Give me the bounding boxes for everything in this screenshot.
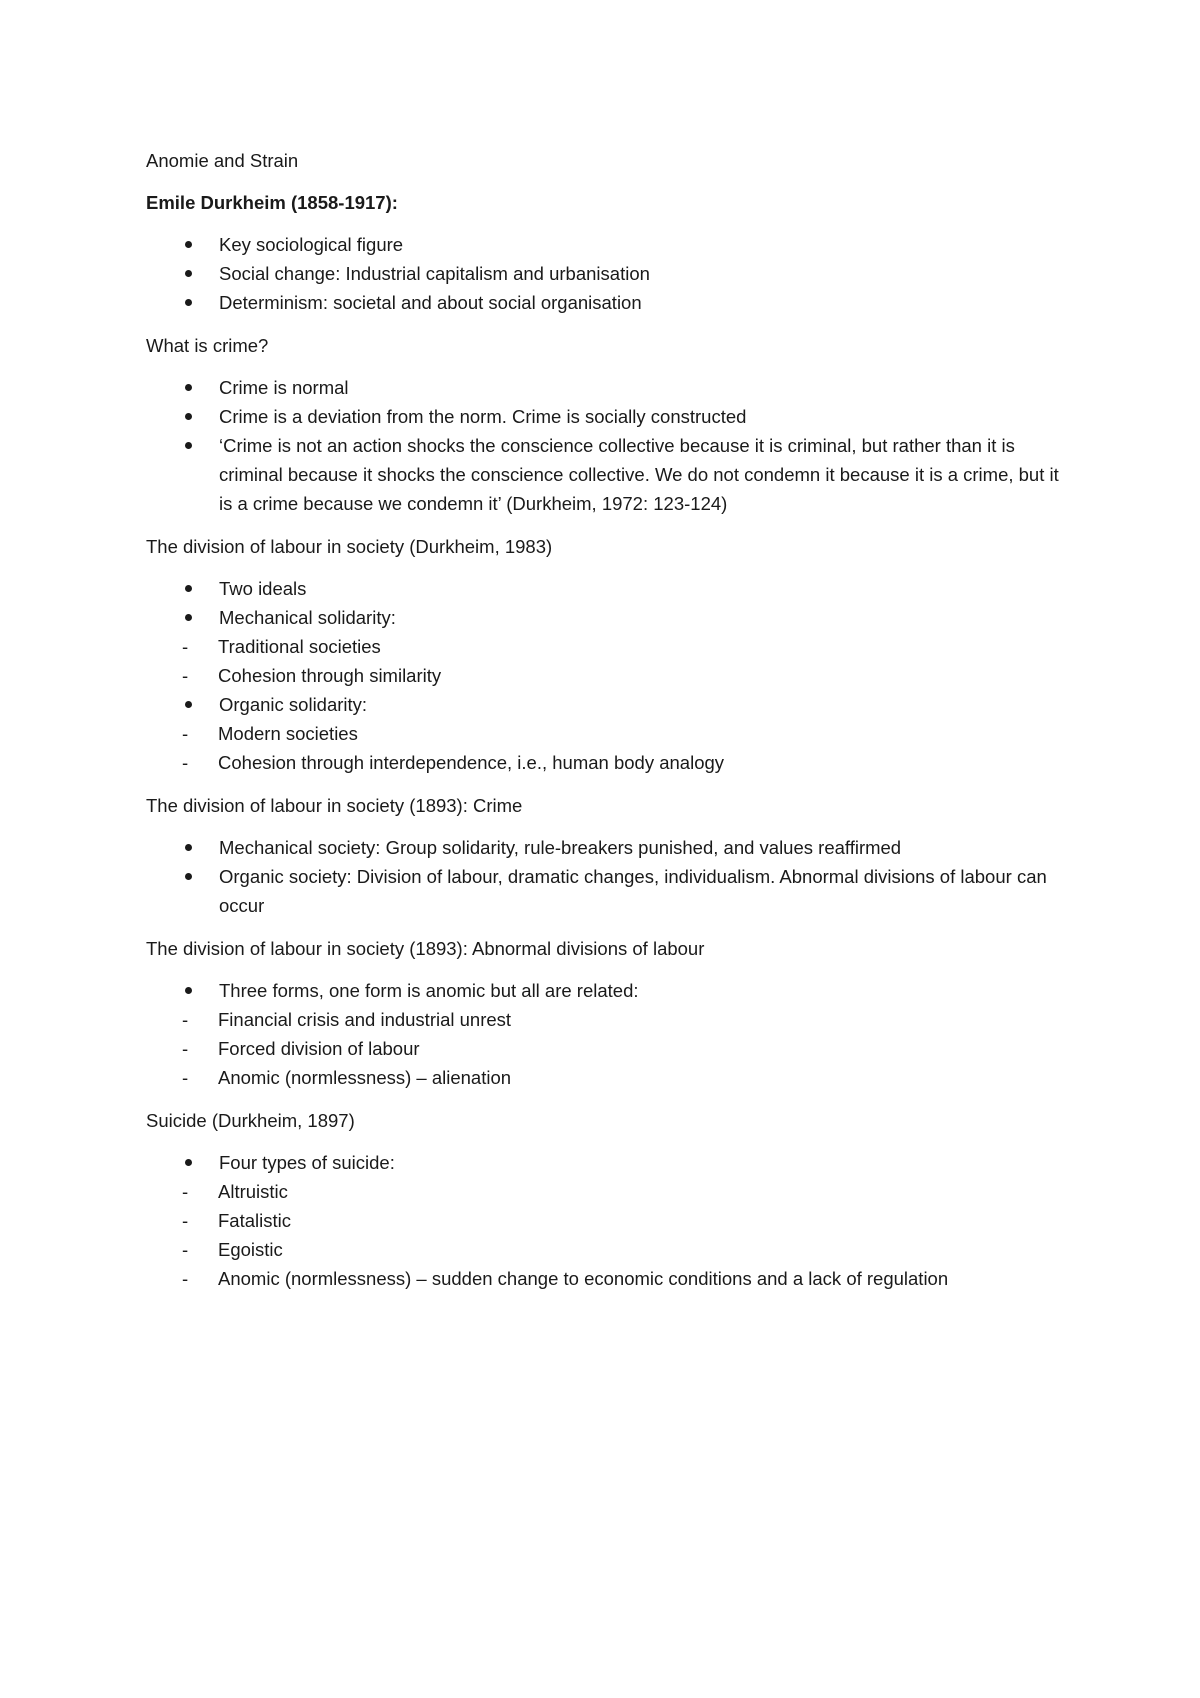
dash-item: - Anomic (normlessness) – sudden change to economic conditions and a lack of regulation bbox=[182, 1264, 1076, 1293]
bullet-item bbox=[146, 373, 1076, 402]
dash-list bbox=[182, 1005, 1076, 1092]
bullet-text: Key sociological figure bbox=[219, 234, 404, 255]
document-body bbox=[146, 146, 1076, 1307]
bullet-text: Social change: Industrial capitalism and urbanisation bbox=[219, 263, 650, 284]
bullet-item bbox=[146, 230, 1076, 259]
dash-item: - Modern societies bbox=[182, 719, 1076, 748]
section-heading: The division of labour in society (1893): Crime bbox=[146, 795, 523, 816]
bullet-text: Two ideals bbox=[219, 578, 307, 599]
section-heading: Emile Durkheim (1858-1917): bbox=[146, 192, 398, 213]
bullet-item bbox=[146, 402, 1076, 431]
dash-item: - Traditional societies bbox=[182, 632, 1076, 661]
section-heading: The division of labour in society (1893): Abnormal divisions of labour bbox=[146, 938, 705, 959]
bullet-item bbox=[146, 1148, 1076, 1293]
bullet-text: Crime is normal bbox=[219, 377, 349, 398]
bullet-list bbox=[146, 574, 1076, 777]
document-title: Anomie and Strain bbox=[146, 150, 299, 171]
bullet-text: Mechanical solidarity: bbox=[219, 607, 396, 628]
bullet-item bbox=[146, 690, 1076, 777]
bullet-item bbox=[146, 976, 1076, 1092]
bullet-text: Mechanical society: Group solidarity, rule-breakers punished, and values reaffirmed bbox=[219, 837, 902, 858]
section-heading: What is crime? bbox=[146, 335, 269, 356]
bullet-text: Four types of suicide: bbox=[219, 1152, 395, 1173]
bullet-text: Three forms, one form is anomic but all are related: bbox=[219, 980, 639, 1001]
bullet-item bbox=[146, 862, 1076, 920]
bullet-item bbox=[146, 574, 1076, 603]
bullet-item bbox=[146, 288, 1076, 317]
dash-list bbox=[182, 1177, 1076, 1293]
bullet-list bbox=[146, 976, 1076, 1092]
dash-item: - Forced division of labour bbox=[182, 1034, 1076, 1063]
section-heading: Suicide (Durkheim, 1897) bbox=[146, 1110, 355, 1131]
bullet-item bbox=[146, 431, 1076, 518]
bullet-item bbox=[146, 259, 1076, 288]
dash-item: - Financial crisis and industrial unrest bbox=[182, 1005, 1076, 1034]
bullet-item bbox=[146, 833, 1076, 862]
dash-item: - Anomic (normlessness) – alienation bbox=[182, 1063, 1076, 1092]
section-heading: The division of labour in society (Durkheim, 1983) bbox=[146, 536, 553, 557]
bullet-list bbox=[146, 833, 1076, 920]
dash-item: - Cohesion through interdependence, i.e., human body analogy bbox=[182, 748, 1076, 777]
bullet-text: ‘Crime is not an action shocks the conscience collective because it is criminal, but rather than it is criminal because it shocks the conscience collective. We do not condemn it because it is a crime, but it is a crime because we condemn it’ (Durkheim, 1972: 123-124) bbox=[219, 435, 1059, 514]
bullet-list bbox=[146, 373, 1076, 518]
dash-item: - Fatalistic bbox=[182, 1206, 1076, 1235]
bullet-item bbox=[146, 603, 1076, 690]
dash-item: - Altruistic bbox=[182, 1177, 1076, 1206]
dash-item: - Cohesion through similarity bbox=[182, 661, 1076, 690]
bullet-text: Organic society: Division of labour, dramatic changes, individualism. Abnormal divisions of labour can occur bbox=[219, 866, 1047, 916]
bullet-text: Determinism: societal and about social organisation bbox=[219, 292, 642, 313]
bullet-list bbox=[146, 230, 1076, 317]
dash-list bbox=[182, 632, 1076, 690]
dash-list bbox=[182, 719, 1076, 777]
dash-item: - Egoistic bbox=[182, 1235, 1076, 1264]
bullet-list bbox=[146, 1148, 1076, 1293]
bullet-text: Crime is a deviation from the norm. Crime is socially constructed bbox=[219, 406, 747, 427]
bullet-text: Organic solidarity: bbox=[219, 694, 368, 715]
